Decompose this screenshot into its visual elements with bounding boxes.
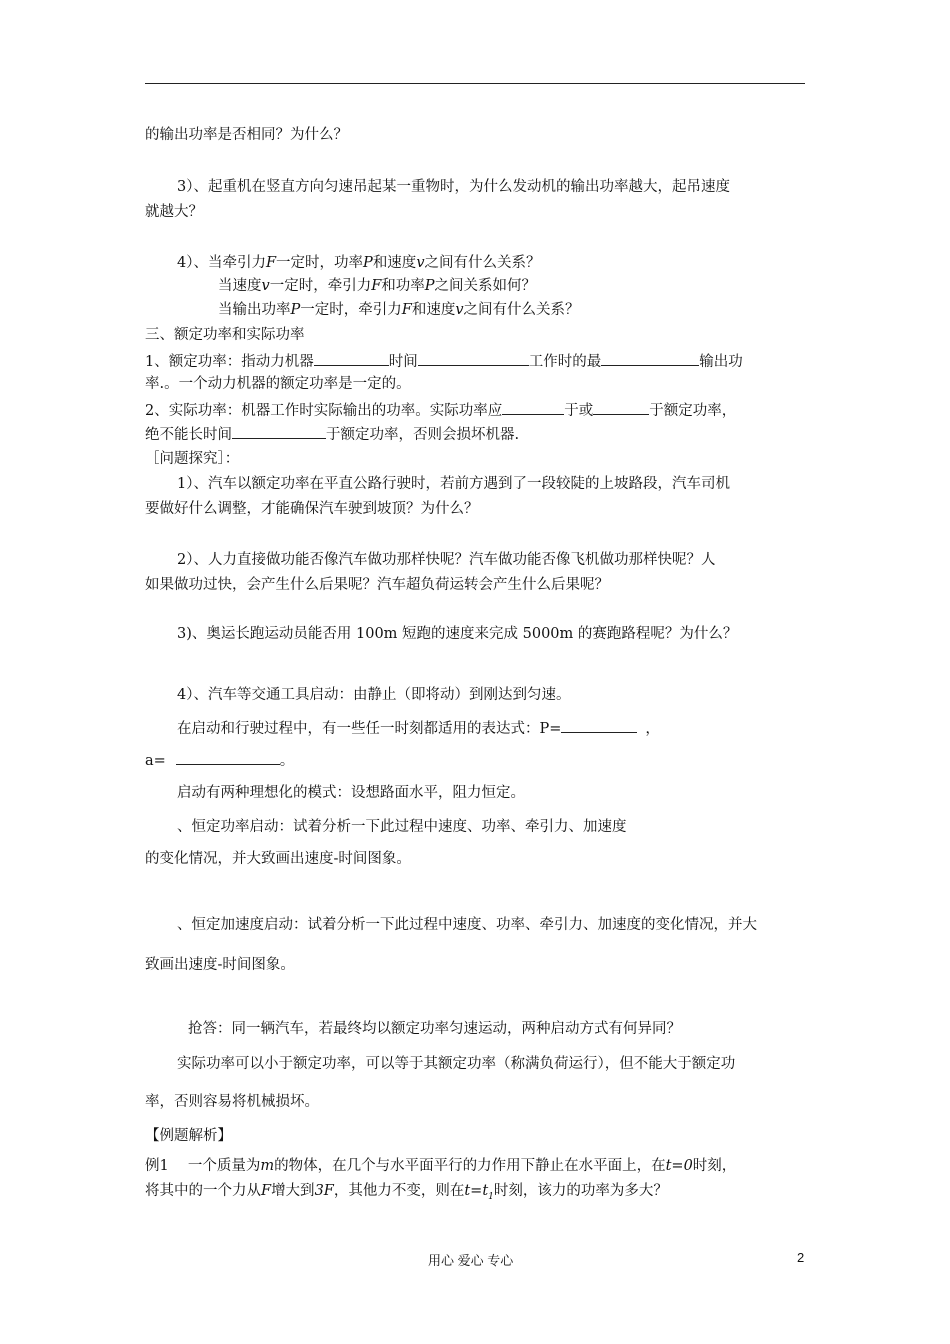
text-line: 要做好什么调整，才能确保汽车驶到坡顶？为什么？ (145, 501, 479, 517)
section-heading: 三、额定功率和实际功率 (145, 327, 305, 343)
text-line: 致画出速度-时间图象。 (145, 957, 295, 973)
text-line: a= 。 (145, 750, 294, 770)
text-line: 绝不能长时间 于额定功率，否则会损坏机器. (145, 424, 519, 444)
page-number: 2 (797, 1250, 805, 1265)
text-line: 1）、汽车以额定功率在平直公路行驶时，若前方遇到了一段较陡的上坡路段，汽车司机 (177, 476, 730, 492)
footer-motto: 用心 爱心 专心 (428, 1253, 514, 1268)
fill-blank (176, 750, 280, 765)
text-line: 3)、奥运长跑运动员能否用 100m 短跑的速度来完成 5000m 的赛跑路程呢？为什么？ (177, 626, 738, 642)
text-line: 抢答：同一辆汽车，若最终均以额定功率匀速运动，两种启动方式有何异同？ (188, 1021, 681, 1037)
text-line: 的变化情况，并大致画出速度-时间图象。 (145, 851, 411, 867)
text-line: 实际功率可以小于额定功率，可以等于其额定功率（称满负荷运行），但不能大于额定功 (177, 1056, 736, 1072)
text-line: 将其中的一个力从F增大到3F，其他力不变，则在$t=t_1$时刻，该力的功率为多大？ (145, 1183, 668, 1202)
text-line: 当速度v一定时，牵引力F和功率P之间关系如何？ (218, 278, 537, 294)
text-line: 就越大？ (145, 204, 203, 220)
fill-blank (314, 351, 389, 366)
fill-blank (561, 718, 637, 733)
text-line: 、恒定加速度启动：试着分析一下此过程中速度、功率、牵引力、加速度的变化情况，并大 (177, 917, 757, 933)
text-line: 率，否则容易将机械损坏。 (145, 1094, 319, 1110)
fill-blank (593, 400, 649, 415)
text-line: 2）、人力直接做功能否像汽车做功那样快呢？汽车做功能否像飞机做功那样快呢？人 (177, 552, 716, 568)
text-line: 的输出功率是否相同？为什么？ (145, 127, 348, 143)
text-line: 、恒定功率启动：试着分析一下此过程中速度、功率、牵引力、加速度 (177, 819, 627, 835)
text-line: 率.。一个动力机器的额定功率是一定的。 (145, 376, 411, 392)
fill-blank (232, 424, 326, 439)
fill-blank (418, 351, 529, 366)
fill-blank (502, 400, 564, 415)
text-line: 3）、起重机在竖直方向匀速吊起某一重物时，为什么发动机的输出功率越大，起吊速度 (177, 179, 730, 195)
text-line: 2、实际功率：机器工作时实际输出的功率。实际功率应 于或 于额定功率， (145, 400, 736, 420)
text-line: 在启动和行驶过程中，有一些任一时刻都适用的表达式：P= ， (177, 718, 660, 738)
text-line: 启动有两种理想化的模式：设想路面水平，阻力恒定。 (177, 785, 525, 801)
fill-blank (601, 351, 699, 366)
text-line: 例1 一个质量为m的物体，在几个与水平面平行的力作用下静止在水平面上，在t=0时刻， (145, 1158, 737, 1174)
text-line: 如果做功过快，会产生什么后果呢？汽车超负荷运转会产生什么后果呢？ (145, 577, 609, 593)
text-line: 4）、当牵引力F一定时，功率P和速度v之间有什么关系？ (177, 255, 541, 271)
text-line: 1、额定功率：指动力机器 时间 工作时的最 输出功 (145, 351, 743, 371)
section-heading: 【例题解析】 (145, 1128, 232, 1144)
text-line: 当输出功率P一定时，牵引力F和速度v之间有什么关系？ (218, 302, 580, 318)
header-rule (145, 83, 805, 84)
text-line: 4）、汽车等交通工具启动：由静止（即将动）到刚达到匀速。 (177, 687, 571, 703)
section-heading: ［问题探究］： (145, 451, 240, 467)
